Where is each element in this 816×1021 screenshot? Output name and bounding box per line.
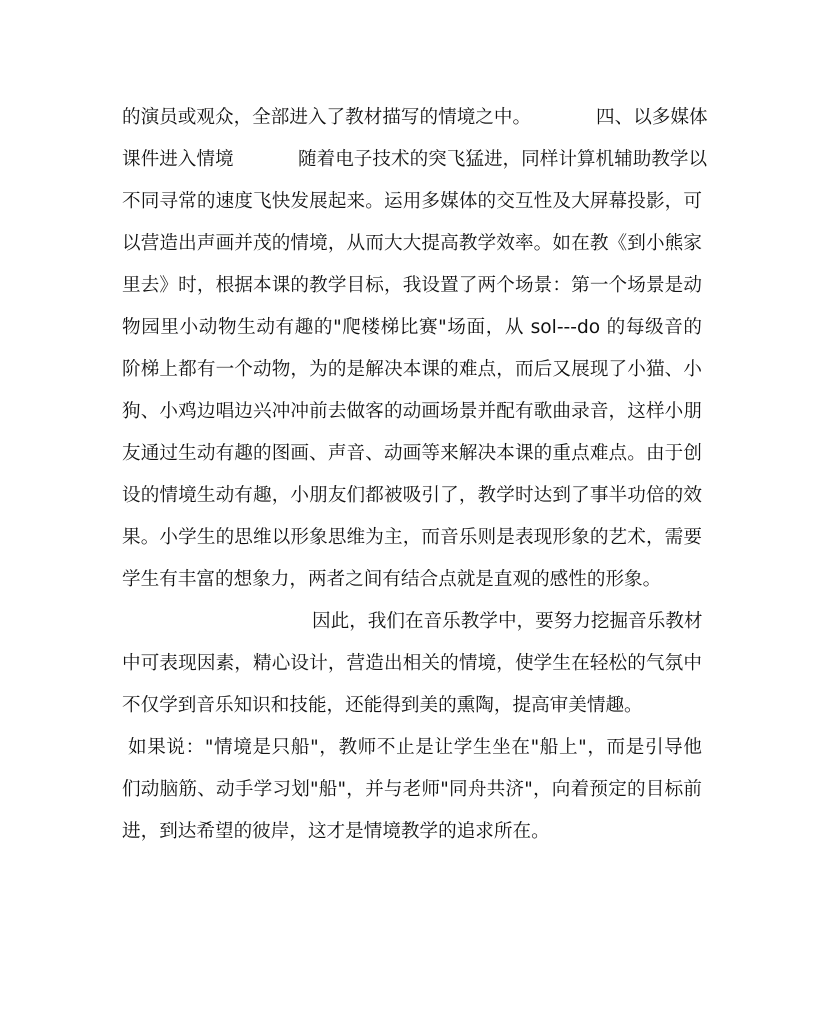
text-line: 因此，我们在音乐教学中，要努力挖掘音乐教材: [312, 611, 703, 632]
text-line: 果。小学生的思维以形象思维为主，而音乐则是表现形象的艺术，需要: [122, 527, 702, 548]
text-line: [122, 146, 708, 174]
text-line: 不仅学到音乐知识和技能，还能得到美的熏陶，提高审美情趣。: [122, 695, 643, 716]
text-line: [122, 104, 708, 132]
text-line: 友通过生动有趣的图画、声音、动画等来解决本课的重点难点。由于创: [122, 443, 702, 464]
text-line: 学生有丰富的想象力，两者之间有结合点就是直观的感性的形象。: [122, 569, 662, 590]
text-line: 以营造出声画并茂的情境，从而大大提高教学效率。如在教《到小熊家: [122, 233, 702, 254]
text-line: 进，到达希望的彼岸，这才是情境教学的追求所在。: [122, 821, 550, 842]
text-segment: 的演员或观众，全部进入了教材描写的情境之中。: [122, 107, 532, 128]
text-line: 物园里小动物生动有趣的"爬楼梯比赛"场面，从 sol---do 的每级音的: [122, 317, 702, 338]
text-line: 设的情境生动有趣，小朋友们都被吸引了，教学时达到了事半功倍的效: [122, 485, 702, 506]
text-line: 如果说："情境是只船"，教师不止是让学生坐在"船上"，而是引导他: [128, 737, 702, 758]
text-line: 狗、小鸡边唱边兴冲冲前去做客的动画场景并配有歌曲录音，这样小朋: [122, 401, 702, 422]
text-line: 里去》时，根据本课的教学目标，我设置了两个场景：第一个场景是动: [122, 275, 702, 296]
section-heading: 课件进入情境: [122, 149, 234, 170]
text-line: 不同寻常的速度飞快发展起来。运用多媒体的交互性及大屏幕投影，可: [122, 191, 702, 212]
text-line: 们动脑筋、动手学习划"船"，并与老师"同舟共济"，向着预定的目标前: [122, 779, 702, 800]
text-line: 中可表现因素，精心设计，营造出相关的情境，使学生在轻松的气氛中: [122, 653, 702, 674]
section-heading: 四、以多媒体: [596, 107, 708, 128]
text-segment: 随着电子技术的突飞猛进，同样计算机辅助教学以: [298, 149, 708, 170]
text-line: 阶梯上都有一个动物，为的是解决本课的难点，而后又展现了小猫、小: [122, 359, 702, 380]
